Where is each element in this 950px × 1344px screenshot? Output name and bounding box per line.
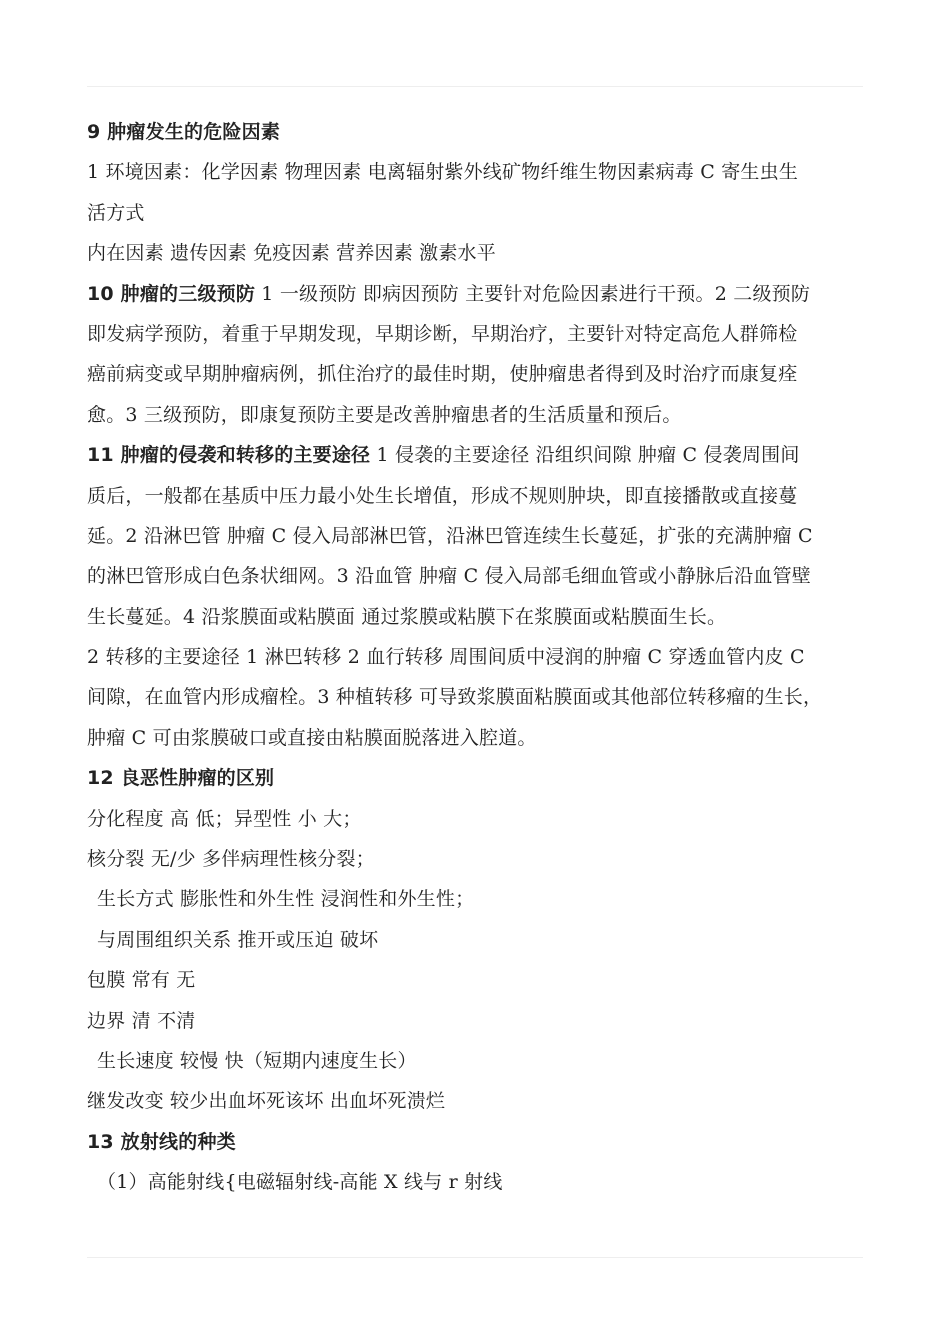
footer-rule: [87, 1257, 863, 1258]
text-line: 生长方式 膨胀性和外生性 浸润性和外生性；: [97, 888, 475, 911]
heading-10: 10 肿瘤的三级预防 1 一级预防 即病因预防 主要针对危险因素进行干预。2 二级预防: [87, 282, 811, 305]
text-line: 继发改变 较少出血坏死该坏 出血坏死溃烂: [87, 1090, 446, 1113]
text-line: 核分裂 无/少 多伴病理性核分裂；: [87, 848, 375, 871]
text-line: 分化程度 高 低；异型性 小 大；: [87, 807, 362, 830]
text-line: 肿瘤 C 可由浆膜破口或直接由粘膜面脱落进入腔道。: [87, 726, 537, 749]
heading-9: 9 肿瘤发生的危险因素: [87, 121, 281, 143]
text-line: 生长蔓延。4 沿浆膜面或粘膜面 通过浆膜或粘膜下在浆膜面或粘膜面生长。: [87, 605, 727, 628]
text-line: 愈。3 三级预防，即康复预防主要是改善肿瘤患者的生活质量和预后。: [87, 403, 682, 426]
text-line: 包膜 常有 无: [87, 969, 196, 992]
text-line: 延。2 沿淋巴管 肿瘤 C 侵入局部淋巴管，沿淋巴管连续生长蔓延，扩张的充满肿瘤 C: [87, 524, 813, 547]
heading-11: 11 肿瘤的侵袭和转移的主要途径 1 侵袭的主要途径 沿组织间隙 肿瘤 C 侵袭周围间: [87, 444, 800, 467]
text-line: 即发病学预防，着重于早期发现，早期诊断，早期治疗，主要针对特定高危人群筛检: [87, 322, 798, 345]
text-line: 癌前病变或早期肿瘤病例，抓住治疗的最佳时期，使肿瘤患者得到及时治疗而康复痊: [87, 363, 798, 386]
heading-13: 13 放射线的种类: [87, 1130, 236, 1153]
text-line: 的淋巴管形成白色条状细网。3 沿血管 肿瘤 C 侵入局部毛细血管或小静脉后沿血管壁: [87, 565, 811, 588]
text-line: 生长速度 较慢 快（短期内速度生长）: [97, 1049, 417, 1072]
header-rule: [87, 86, 863, 87]
text-line: 边界 清 不清: [87, 1009, 196, 1032]
heading-12: 12 良恶性肿瘤的区别: [87, 767, 275, 790]
text-line: 与周围组织关系 推开或压迫 破坏: [97, 928, 379, 951]
text-line: 质后，一般都在基质中压力最小处生长增值，形成不规则肿块，即直接播散或直接蔓: [87, 484, 798, 507]
text-line: 活方式: [87, 201, 145, 224]
text-line: 2 转移的主要途径 1 淋巴转移 2 血行转移 周围间质中浸润的肿瘤 C 穿透血管内皮 C: [87, 646, 805, 669]
text-line: （1）高能射线{电磁辐射线-高能 X 线与 r 射线: [97, 1171, 503, 1194]
text-line: 1 环境因素：化学因素 物理因素 电离辐射紫外线矿物纤维生物因素病毒 C 寄生虫生: [87, 161, 799, 184]
text-line: 内在因素 遗传因素 免疫因素 营养因素 激素水平: [87, 242, 496, 265]
document-body: [87, 112, 877, 1203]
text-line: 间隙，在血管内形成瘤栓。3 种植转移 可导致浆膜面粘膜面或其他部位转移瘤的生长，: [87, 686, 823, 709]
